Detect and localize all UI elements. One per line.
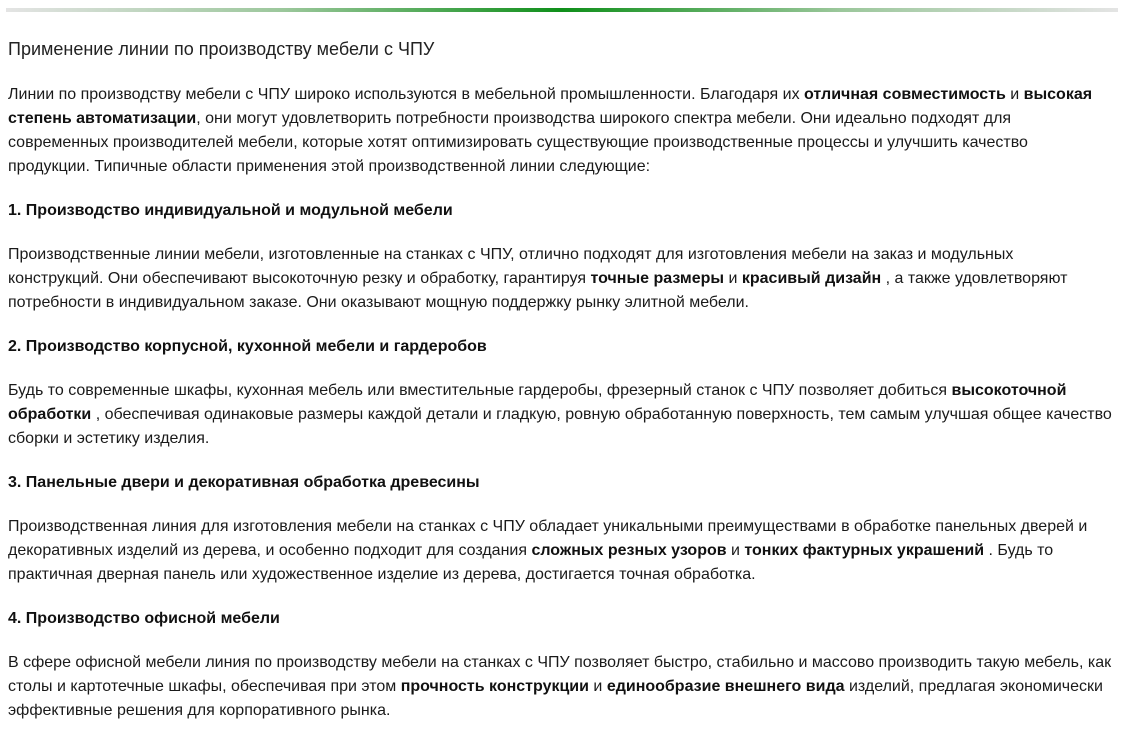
paragraph-text: Будь то современные шкафы, кухонная мебель или вместительные гардеробы, фрезерный станок с ЧПУ позволяет добиться <box>8 382 952 399</box>
paragraph-text: изделий, предлагая экономически эффективные решения для корпоративного рынка. <box>8 678 1103 719</box>
paragraph-text: . Будь то практичная дверная панель или художественное изделие из дерева, достигается точная обработка. <box>8 542 1054 583</box>
highlight-carved-patterns: сложных резных узоров <box>531 542 727 559</box>
intro-text: Линии по производству мебели с ЧПУ широко используются в мебельной промышленности. Благодаря их <box>8 86 805 103</box>
highlight-precision-processing: высокоточной обработки <box>8 382 1067 423</box>
paragraph-text: В сфере офисной мебели линия по производству мебели на станках с ЧПУ позволяет быстро, стабильно и массово производить такую мебель, как столы и картотечные шкафы, обеспечивая при этом <box>8 654 1112 695</box>
highlight-texture-decorations: тонких фактурных украшений <box>744 542 985 559</box>
highlight-exact-sizes: точные размеры <box>590 270 725 287</box>
intro-highlight-automation: высокая степень автоматизации <box>8 86 1093 127</box>
paragraph-text: и <box>588 678 607 695</box>
page-title: Применение линии по производству мебели с ЧПУ <box>8 39 435 59</box>
paragraph-text: Производственные линии мебели, изготовленные на станках с ЧПУ, отлично подходят для изготовления мебели на заказ и модульных конструкций. Они обеспечивают высокоточную резку и обработку, гарантируя <box>8 246 1014 287</box>
section-paragraph-office-furniture <box>8 651 1113 723</box>
highlight-uniform-appearance: единообразие внешнего вида <box>606 678 845 695</box>
intro-text: , они могут удовлетворить потребности производства широкого спектра мебели. Они идеально подходят для современных производителей мебели, которые хотят оптимизировать существующие производственные процессы и улучшить качество продукции. Типичные области применения этой производственной линии следующие: <box>8 110 1028 175</box>
section-heading-custom-furniture: 1. Производство индивидуальной и модульной мебели <box>8 202 453 219</box>
intro-paragraph <box>8 83 1113 179</box>
highlight-beautiful-design: красивый дизайн <box>741 270 882 287</box>
article <box>8 35 1113 743</box>
section-paragraph-custom-furniture <box>8 243 1113 315</box>
section-paragraph-panel-doors <box>8 515 1113 587</box>
section-heading-office-furniture: 4. Производство офисной мебели <box>8 610 280 627</box>
section-heading-cabinet-furniture: 2. Производство корпусной, кухонной мебели и гардеробов <box>8 338 487 355</box>
paragraph-text: Производственная линия для изготовления мебели на станках с ЧПУ обладает уникальными преимуществами в обработке панельных дверей и декоративных изделий из дерева, и особенно подходит для создания <box>8 518 1088 559</box>
header-accent-bar <box>6 8 1118 12</box>
paragraph-text: , обеспечивая одинаковые размеры каждой детали и гладкую, ровную обработанную поверхность, тем самым улучшая общее качество сборки и эстетику изделия. <box>8 406 1112 447</box>
section-paragraph-cabinet-furniture <box>8 379 1113 451</box>
paragraph-text: и <box>726 542 745 559</box>
section-heading-panel-doors: 3. Панельные двери и декоративная обработка древесины <box>8 474 480 491</box>
intro-text: и <box>1005 86 1024 103</box>
intro-highlight-compatibility: отличная совместимость <box>804 86 1006 103</box>
paragraph-text: , а также удовлетворяют потребности в индивидуальном заказе. Они оказывают мощную поддержку рынку элитной мебели. <box>8 270 1068 311</box>
paragraph-text: и <box>724 270 742 287</box>
highlight-structural-strength: прочность конструкции <box>400 678 589 695</box>
